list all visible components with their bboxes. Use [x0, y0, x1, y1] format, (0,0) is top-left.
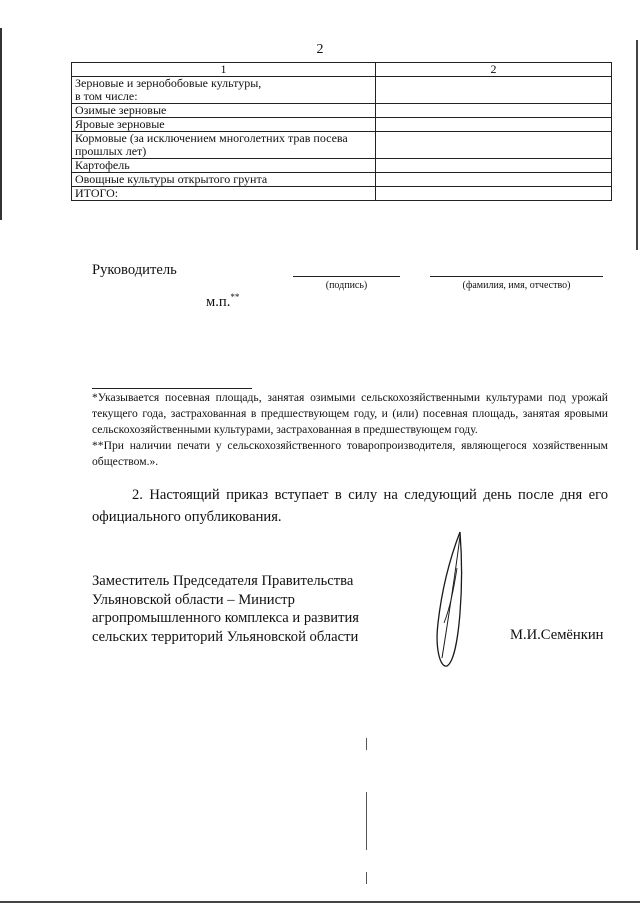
- seal-text: м.п.: [206, 293, 231, 310]
- table-row-label: Картофель: [72, 159, 376, 173]
- table-header-row: [72, 63, 612, 77]
- footnotes: [92, 390, 608, 470]
- seal-footnote-mark: **: [230, 292, 240, 302]
- scan-edge-bottom: [0, 901, 640, 903]
- scan-mark: [366, 738, 367, 750]
- table-header-col-1: 1: [72, 63, 376, 77]
- seal-label: [206, 292, 239, 311]
- table-row-value: [376, 118, 612, 132]
- table-row: [72, 187, 612, 201]
- table-row: [72, 77, 612, 104]
- table-row-label: Овощные культуры открытого грунта: [72, 173, 376, 187]
- scan-edge-right: [636, 40, 638, 250]
- crops-table: [71, 62, 612, 201]
- signature-caption: (подпись): [325, 280, 368, 291]
- table-row-value: [376, 104, 612, 118]
- table-row-value: [376, 187, 612, 201]
- table-row: [72, 104, 612, 118]
- table-row: [72, 118, 612, 132]
- footnote-1: *Указывается посевная площадь, занятая озимыми сельскохозяйственными культурами под урожай текущего года, застрахованная в предшествующем году, и (или) посевная площадь, занятая яровыми сельскохозяйственными культурами, застрахованная в предшествующем году.: [92, 391, 608, 436]
- name-caption: (фамилия, имя, отчество): [462, 280, 571, 291]
- table-row-label: ИТОГО:: [72, 187, 376, 201]
- deputy-line-4: сельских территорий Ульяновской области: [92, 628, 359, 645]
- footnote-2: **При наличии печати у сельскохозяйственного товаропроизводителя, являющегося хозяйственным обществом.».: [92, 439, 608, 468]
- table-row-label: Зерновые и зернобобовые культуры, в том числе:: [72, 77, 376, 104]
- table-row-label: Озимые зерновые: [72, 104, 376, 118]
- signer-name: М.И.Семёнкин: [510, 627, 604, 643]
- scan-mark: [366, 872, 367, 884]
- deputy-line-3: агропромышленного комплекса и развития: [92, 610, 359, 626]
- footnote-separator: [92, 388, 252, 389]
- signature-line: [293, 276, 400, 277]
- table-row-label: Яровые зерновые: [72, 118, 376, 132]
- table-row-value: [376, 173, 612, 187]
- deputy-line-2: Ульяновской области – Министр: [92, 591, 295, 608]
- table-row-label: Кормовые (за исключением многолетних трав посева прошлых лет): [72, 132, 376, 159]
- deputy-line-1: Заместитель Председателя Правительства: [92, 573, 354, 589]
- table-row: [72, 132, 612, 159]
- table-row: [72, 173, 612, 187]
- table-row-value: [376, 159, 612, 173]
- table-row-value: [376, 132, 612, 159]
- page-number: 2: [316, 42, 324, 57]
- name-line: [430, 276, 603, 277]
- table-row-value: [376, 77, 612, 104]
- deputy-title: [92, 572, 392, 646]
- table-row: [72, 159, 612, 173]
- role-label: Руководитель: [92, 262, 177, 278]
- scan-mark: [366, 792, 367, 850]
- order-paragraph: 2. Настоящий приказ вступает в силу на следующий день после дня его официального опубликования.: [92, 487, 608, 525]
- handwritten-signature: [420, 528, 480, 678]
- table-header-col-2: 2: [376, 63, 612, 77]
